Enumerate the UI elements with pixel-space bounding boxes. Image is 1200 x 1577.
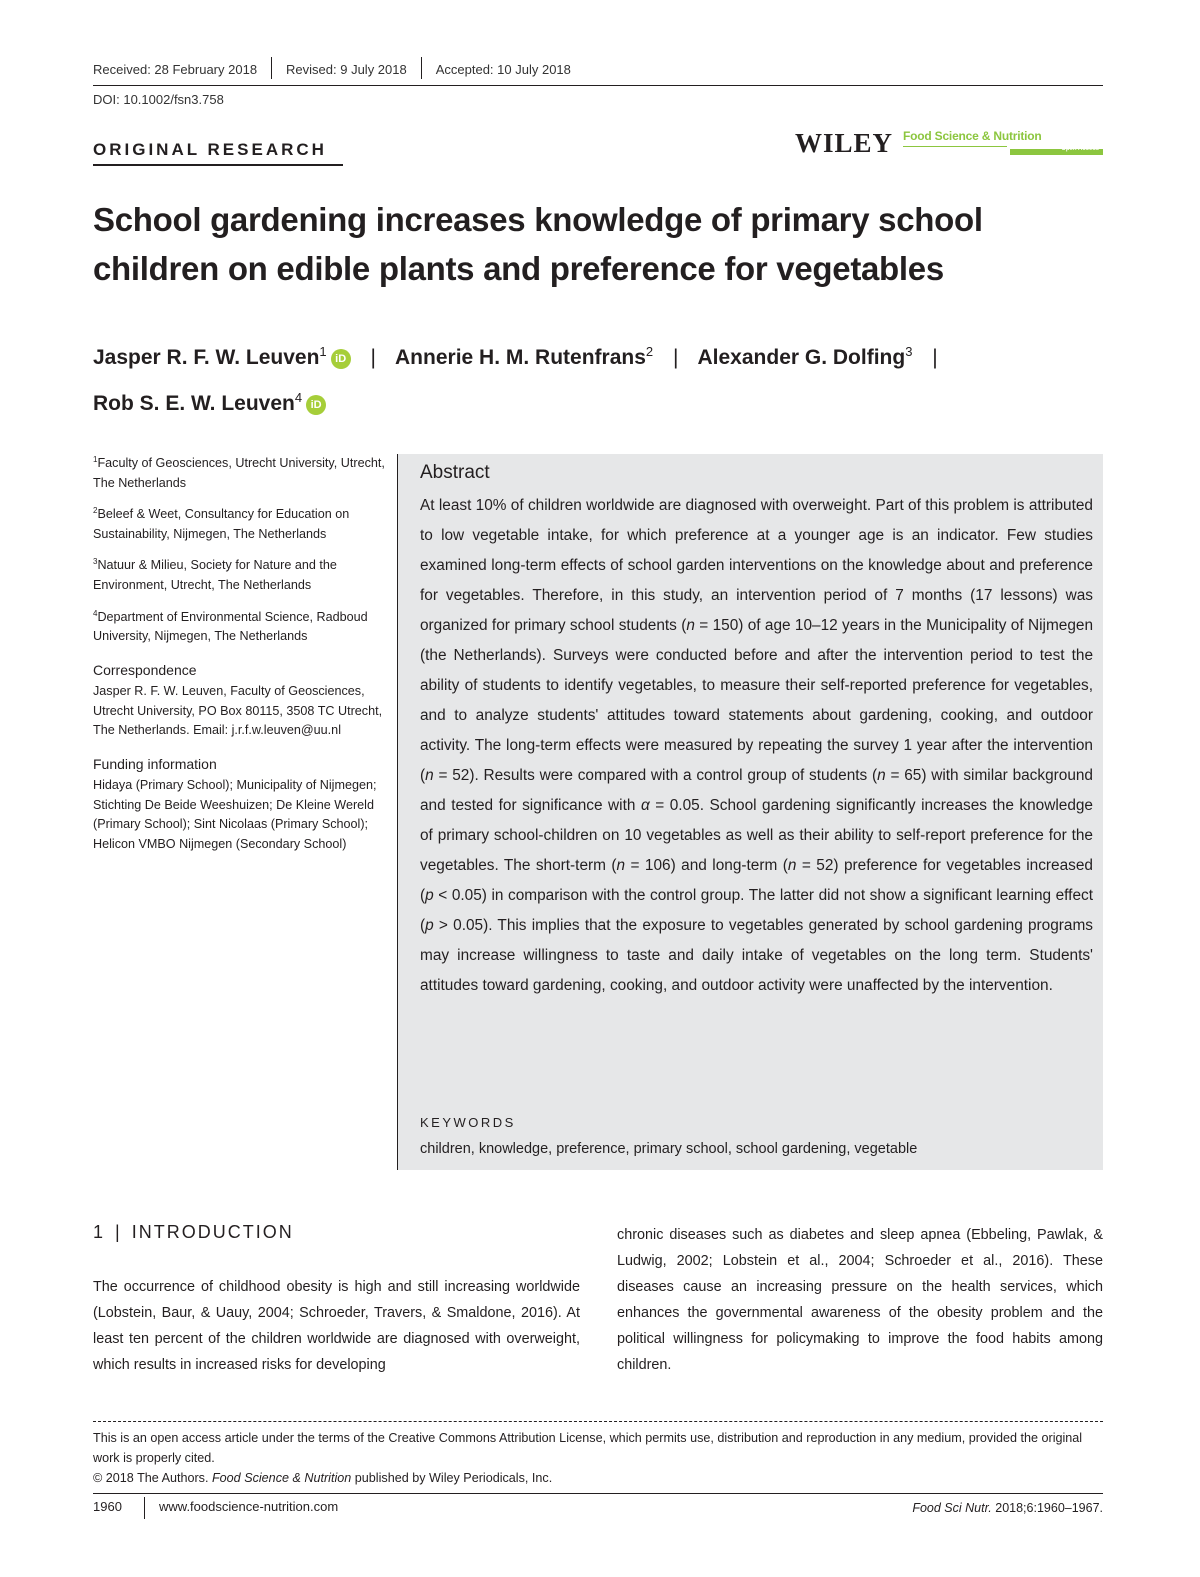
article-title <box>93 195 1103 293</box>
abstract-symbol: n <box>425 767 434 784</box>
body-column-left: The occurrence of childhood obesity is high and still increasing worldwide (Lobstein, Baur, & Uauy, 2004; Schroeder, Travers, & Smaldone, 2016). At least ten percent of the children worldwide are diagnosed with overweight, which results in increased risks for developing <box>93 1279 580 1373</box>
section-heading <box>93 1222 294 1243</box>
affiliation-number: 2 <box>93 506 98 516</box>
accepted-date: Accepted: 10 July 2018 <box>435 62 571 77</box>
author-affiliation-number: 1 <box>319 344 327 359</box>
affiliation-text: Beleef & Weet, Consultancy for Education on Sustainability, Nijmegen, The Netherlands <box>93 507 350 541</box>
keywords-text: children, knowledge, preference, primary school, school gardening, vegetable <box>420 1141 918 1157</box>
divider <box>271 57 272 79</box>
citation-details: 2018;6:1960–1967. <box>991 1501 1103 1515</box>
footer-divider <box>144 1497 145 1519</box>
affiliation <box>93 552 388 595</box>
journal-url[interactable]: www.foodscience-nutrition.com <box>159 1499 339 1514</box>
abstract-symbol: n <box>877 767 886 784</box>
author-name[interactable]: Annerie H. M. Rutenfrans <box>395 346 646 369</box>
author-list <box>93 332 1103 424</box>
abstract-segment: < 0.05) in comparison with the control group. The latter did not show a significant learning effect ( <box>420 887 1093 934</box>
license-notice <box>93 1428 1103 1488</box>
citation <box>912 1501 1103 1515</box>
license-rule <box>93 1421 1103 1422</box>
doi[interactable]: DOI: 10.1002/fsn3.758 <box>93 92 224 107</box>
journal-logo-rule <box>903 146 1007 147</box>
author-name[interactable]: Alexander G. Dolfing <box>697 346 906 369</box>
author-line <box>93 332 1103 378</box>
title-line: children on edible plants and preference for vegetables <box>93 250 944 287</box>
license-text: This is an open access article under the terms of the Creative Commons Attribution License, which permits use, distribution and reproduction in any medium, provided the original work is properly cited. <box>93 1431 1083 1465</box>
author-affiliation-number: 4 <box>294 390 303 405</box>
copyright-line <box>93 1468 1103 1488</box>
affiliation <box>93 501 388 544</box>
abstract-symbol: n <box>787 857 797 874</box>
abstract-symbol: n <box>616 857 626 874</box>
abstract-symbol: α <box>640 797 650 814</box>
affiliation-text: Natuur & Milieu, Society for Nature and the Environment, Utrecht, The Netherlands <box>93 558 337 593</box>
header-rule <box>93 85 1103 86</box>
page-number: 1960 <box>93 1499 122 1514</box>
revised-date: Revised: 9 July 2018 <box>286 62 407 77</box>
author-separator: | <box>932 346 938 369</box>
abstract-segment: At least 10% of children worldwide are diagnosed with overweight. Part of this problem is attributed to low vegetable intake, for which preference at a younger age is an indicator. Few studies examined long-term effects of school garden interventions on the knowledge about and preference for vegetables. Therefore, in this study, an intervention period of 7 months (17 lessons) was organized for primary school students ( <box>420 497 1093 634</box>
abstract-segment: = 52). Results were compared with a control group of students ( <box>433 767 878 784</box>
divider <box>421 57 422 79</box>
keywords-heading: KEYWORDS <box>420 1115 516 1130</box>
abstract-rule <box>397 454 398 1170</box>
article-type-underline <box>93 164 343 166</box>
citation-journal: Food Sci Nutr. <box>912 1501 992 1515</box>
publisher-logo: WILEY <box>795 128 894 158</box>
affiliation-number: 1 <box>93 455 98 464</box>
funding-heading: Funding information <box>93 755 217 772</box>
affiliations-sidebar <box>93 450 388 862</box>
correspondence-text: Jasper R. F. W. Leuven, Faculty of Geosciences, Utrecht University, PO Box 80115, 3508 TC Utrecht, The Netherlands. Email: j.r.f.w.leuven@uu.nl <box>93 684 383 738</box>
author-name[interactable]: Jasper R. F. W. Leuven <box>93 346 320 369</box>
abstract-symbol: p <box>425 917 434 934</box>
open-access-badge <box>1010 146 1103 155</box>
affiliation-text: Faculty of Geosciences, Utrecht University, Utrecht, The Netherlands <box>93 456 385 490</box>
affiliation <box>93 604 388 647</box>
copyright-prefix: © 2018 The Authors. <box>93 1471 212 1485</box>
author-separator: | <box>672 346 679 369</box>
journal-logo: Food Science & Nutrition <box>903 129 1042 143</box>
abstract-symbol: p <box>425 887 434 904</box>
received-date: Received: 28 February 2018 <box>93 62 258 77</box>
correspondence-heading: Correspondence <box>93 661 197 678</box>
affiliation-number: 4 <box>93 608 98 618</box>
title-line: School gardening increases knowledge of primary school <box>93 201 983 238</box>
author-line <box>93 378 1103 424</box>
author-affiliation-number: 2 <box>645 344 654 359</box>
abstract-symbol: n <box>686 617 695 634</box>
abstract-segment: = 65) with similar background and tested for significance with <box>420 767 1093 814</box>
abstract-segment: = 106) and long-term ( <box>625 857 788 874</box>
publication-dates <box>93 62 1103 79</box>
author-name[interactable]: Rob S. E. W. Leuven <box>93 392 295 415</box>
abstract-segment: > 0.05). This implies that the exposure to vegetables generated by school gardening programs may increase willingness to taste and daily intake of vegetables on the long term. Students' attitudes toward gardening, cooking, and outdoor activity were unaffected by the intervention. <box>420 917 1093 994</box>
copyright-journal: Food Science & Nutrition <box>211 1471 352 1485</box>
abstract-segment: = 150) of age 10–12 years in the Municipality of Nijmegen (the Netherlands). Surveys were conducted before and after the intervention period to test the ability of students to identify vegetables, to measure their self-reported preference for vegetables, and to analyze students' attitudes toward statements about gardening, cooking, and outdoor activity. The long-term effects were measured by repeating the survey 1 year after the intervention ( <box>420 617 1093 784</box>
section-title: INTRODUCTION <box>131 1222 294 1242</box>
affiliation <box>93 450 388 493</box>
footer-rule <box>93 1493 1103 1494</box>
affiliation-text: Department of Environmental Science, Radboud University, Nijmegen, The Netherlands <box>93 609 368 644</box>
article-type: ORIGINAL RESEARCH <box>93 140 327 159</box>
abstract-segment: = 0.05. School gardening significantly increases the knowledge of primary school-children on 10 vegetables as well as their ability to self-report preference for the vegetables. The short-term ( <box>420 797 1093 874</box>
funding-text: Hidaya (Primary School); Municipality of Nijmegen; Stichting De Beide Weeshuizen; De Kleine Wereld (Primary School); Sint Nicolaas (Primary School); Helicon VMBO Nijmegen (Secondary School) <box>93 778 377 851</box>
copyright-suffix: published by Wiley Periodicals, Inc. <box>351 1471 553 1485</box>
abstract-segment: = 52) preference for vegetables increased ( <box>420 857 1093 904</box>
author-affiliation-number: 3 <box>905 344 913 359</box>
body-column-right: chronic diseases such as diabetes and sleep apnea (Ebbeling, Pawlak, & Ludwig, 2002; Lobstein et al., 2004; Schroeder et al., 2016). These diseases cause an increasing pressure on the health services, which enhances the governmental awareness of the obesity problem and the political willingness for policymaking to improve the food habits among children. <box>617 1227 1103 1373</box>
abstract-text <box>420 491 1093 1001</box>
orcid-icon[interactable]: iD <box>331 349 351 369</box>
open-access-label: Open Access <box>1061 146 1099 152</box>
affiliation-number: 3 <box>93 557 98 567</box>
abstract-heading: Abstract <box>420 462 490 483</box>
section-separator: | <box>115 1222 120 1242</box>
author-separator: | <box>370 346 376 369</box>
orcid-icon[interactable]: iD <box>306 395 326 415</box>
section-number: 1 <box>93 1222 104 1242</box>
